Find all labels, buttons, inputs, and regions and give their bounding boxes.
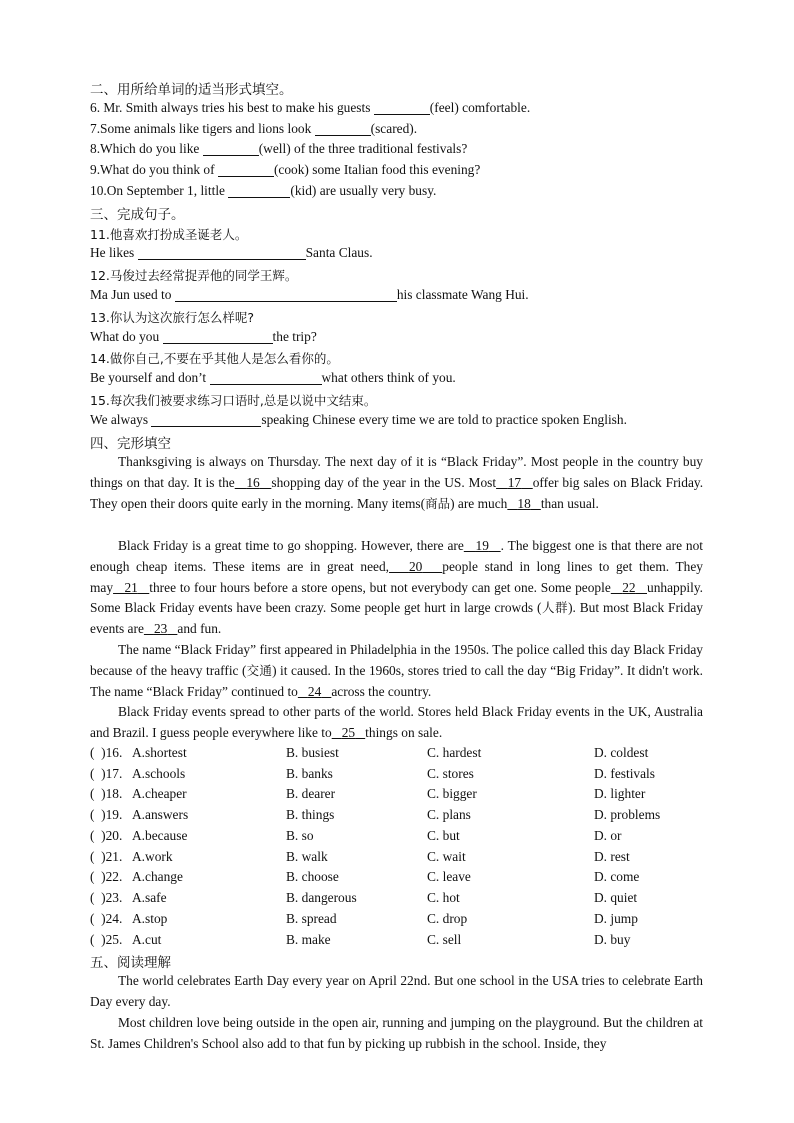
option-row-number: ( )21. (90, 849, 123, 864)
reading-paragraph-2: Most children love being outside in the open air, running and jumping on the playground. But the children at St. James Children's School also add to that fun by picking up rubbish in the school. Inside, they (90, 1015, 703, 1051)
option-a[interactable]: A.cheaper (132, 786, 187, 801)
option-d[interactable]: D. festivals (594, 766, 655, 781)
option-d[interactable]: D. jump (594, 911, 638, 926)
option-d[interactable]: D. coldest (594, 745, 649, 760)
cloze-blank-25: 25 (341, 724, 356, 740)
cloze-paragraph-4: Black Friday events spread to other parts of the world. Stores held Black Friday events in the UK, Australia and Brazil. I guess people everywhere like to 25 things on sale. (90, 704, 703, 740)
option-b[interactable]: B. things (286, 807, 335, 822)
cloze-blank-17: 17 (507, 474, 522, 490)
option-row-number: ( )19. (90, 807, 123, 822)
option-c[interactable]: C. sell (427, 932, 462, 947)
option-a[interactable]: A.change (132, 869, 183, 884)
option-row-number: ( )17. (90, 766, 123, 781)
option-d[interactable]: D. lighter (594, 786, 646, 801)
question-8: 8.Which do you like (well) of the three traditional festivals? (90, 141, 468, 156)
question-11-chinese: 11.他喜欢打扮成圣诞老人。 (90, 227, 248, 242)
option-c[interactable]: C. drop (427, 911, 468, 926)
option-row-number: ( )25. (90, 932, 123, 947)
section-heading-cloze: 四、完形填空 (90, 436, 171, 452)
question-7: 7.Some animals like tigers and lions look (scared). (90, 121, 418, 136)
question-14-chinese: 14.做你自己,不要在乎其他人是怎么看你的。 (90, 351, 339, 366)
option-b[interactable]: B. dearer (286, 786, 336, 801)
option-a[interactable]: A.work (132, 849, 173, 864)
question-10: 10.On September 1, little (kid) are usually very busy. (90, 183, 437, 198)
option-b[interactable]: B. walk (286, 849, 328, 864)
answer-blank[interactable] (210, 370, 322, 385)
answer-blank[interactable] (218, 162, 274, 177)
option-b[interactable]: B. dangerous (286, 890, 357, 905)
option-d[interactable]: D. quiet (594, 890, 638, 905)
answer-blank[interactable] (374, 100, 430, 115)
cloze-blank-16: 16 (246, 474, 260, 490)
option-c[interactable]: C. hot (427, 890, 460, 905)
option-d[interactable]: D. or (594, 828, 622, 843)
option-a[interactable]: A.schools (132, 766, 186, 781)
section-heading-complete-sentences: 三、完成句子。 (90, 207, 185, 223)
option-row-number: ( )18. (90, 786, 123, 801)
option-a[interactable]: A.answers (132, 807, 189, 822)
section-heading-fill-in: 二、用所给单词的适当形式填空。 (90, 82, 293, 98)
option-row-number: ( )23. (90, 890, 123, 905)
question-6: 6. Mr. Smith always tries his best to make his guests (feel) comfortable. (90, 100, 531, 115)
reading-paragraph-1: The world celebrates Earth Day every year on April 22nd. But one school in the USA tries to celebrate Earth Day every day. (90, 973, 703, 1009)
option-row-number: ( )22. (90, 869, 123, 884)
option-c[interactable]: C. bigger (427, 786, 477, 801)
option-c[interactable]: C. leave (427, 869, 471, 884)
answer-blank[interactable] (138, 245, 306, 260)
answer-blank[interactable] (315, 121, 371, 136)
answer-blank[interactable] (203, 141, 259, 156)
option-c[interactable]: C. plans (427, 807, 471, 822)
option-a[interactable]: A.because (132, 828, 188, 843)
question-13: What do you the trip? (90, 329, 317, 344)
option-b[interactable]: B. choose (286, 869, 339, 884)
option-d[interactable]: D. buy (594, 932, 631, 947)
answer-blank[interactable] (163, 329, 273, 344)
section-heading-reading: 五、阅读理解 (90, 955, 171, 971)
option-d[interactable]: D. problems (594, 807, 661, 822)
option-a[interactable]: A.cut (132, 932, 162, 947)
option-c[interactable]: C. hardest (427, 745, 482, 760)
option-row-number: ( )20. (90, 828, 123, 843)
cloze-blank-23: 23 (153, 621, 168, 637)
option-c[interactable]: C. but (427, 828, 460, 843)
option-b[interactable]: B. spread (286, 911, 337, 926)
cloze-blank-21: 21 (124, 579, 138, 595)
option-d[interactable]: D. rest (594, 849, 630, 864)
question-14: Be yourself and don’t what others think of you. (90, 370, 456, 385)
option-a[interactable]: A.stop (132, 911, 168, 926)
option-b[interactable]: B. so (286, 828, 314, 843)
question-12: Ma Jun used to his classmate Wang Hui. (90, 287, 529, 302)
cloze-blank-20: 20 (408, 558, 423, 574)
option-c[interactable]: C. stores (427, 766, 474, 781)
option-row-number: ( )16. (90, 745, 123, 760)
cloze-blank-22: 22 (622, 579, 636, 595)
cloze-paragraph-1: Thanksgiving is always on Thursday. The next day of it is “Black Friday”. Most people in the country buy things on that day. It is the 16 shopping day of the year in the US. Most 17 offer big sales on Black Friday. They open their doors quite early in the morning. Many items(商品) are much 18 than usual. (90, 454, 704, 511)
option-c[interactable]: C. wait (427, 849, 466, 864)
cloze-paragraph-2: Black Friday is a great time to go shopping. However, there are 19 . The biggest one is that there are not enough cheap items. These items are in great need, 20 people stand in long lines to get them. They may 21 three to four hours before a store opens, but not everybody can get one. Some people 22 unhappily. Some Black Friday events have been crazy. Some people get hurt in large crowds (人群). But most Black Friday events are 23 and fun. (90, 538, 704, 637)
answer-blank[interactable] (175, 287, 397, 302)
option-row-number: ( )24. (90, 911, 123, 926)
question-9: 9.What do you think of (cook) some Italian food this evening? (90, 162, 481, 177)
option-b[interactable]: B. banks (286, 766, 333, 781)
question-15-chinese: 15.每次我们被要求练习口语时,总是以说中文结束。 (90, 393, 377, 408)
question-12-chinese: 12.马俊过去经常捉弄他的同学王辉。 (90, 268, 298, 283)
question-15: We always speaking Chinese every time we are told to practice spoken English. (90, 412, 627, 427)
answer-blank[interactable] (151, 412, 261, 427)
question-13-chinese: 13.你认为这次旅行怎么样呢? (90, 310, 255, 325)
cloze-paragraph-3: The name “Black Friday” first appeared in Philadelphia in the 1950s. The police called this day Black Friday because of the heavy traffic (交通) it caused. In the 1960s, stores tried to call the day “Big Friday”. It didn't work. The name “Black Friday” continued to 24 across the country. (90, 642, 703, 699)
option-b[interactable]: B. busiest (286, 745, 339, 760)
option-a[interactable]: A.shortest (132, 745, 187, 760)
question-11: He likes Santa Claus. (90, 245, 373, 260)
option-d[interactable]: D. come (594, 869, 640, 884)
cloze-blank-19: 19 (475, 538, 489, 553)
option-b[interactable]: B. make (286, 932, 331, 947)
answer-blank[interactable] (228, 183, 290, 198)
cloze-blank-24: 24 (307, 683, 322, 699)
cloze-blank-18: 18 (517, 495, 531, 511)
option-a[interactable]: A.safe (132, 890, 167, 905)
